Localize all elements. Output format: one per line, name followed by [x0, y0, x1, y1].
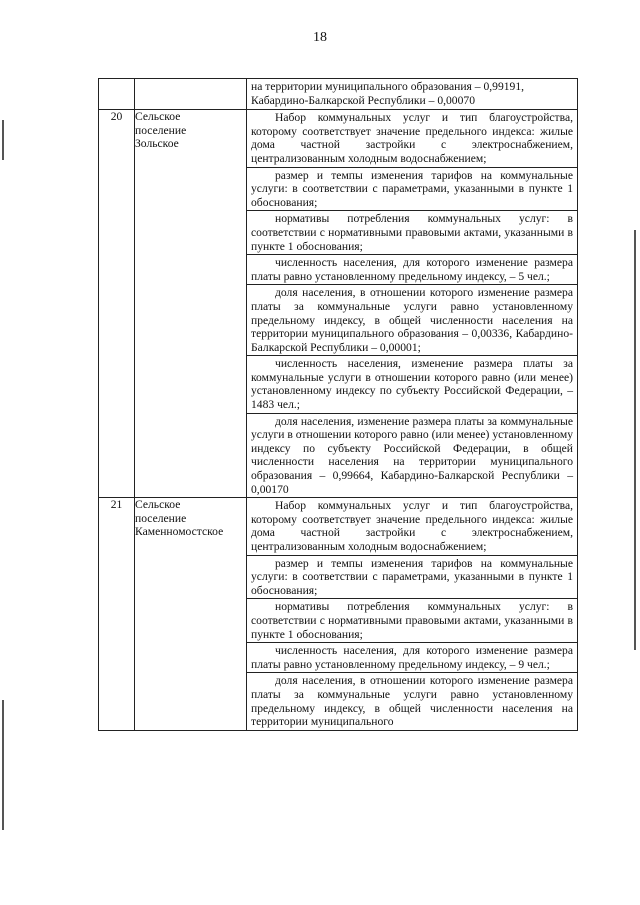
settlement-name: [135, 110, 247, 498]
table-row: [99, 498, 578, 731]
settlement-name-line: Сельское: [135, 498, 181, 512]
settlement-name-line: поселение: [135, 511, 187, 525]
continuation-line: на территории муниципального образования – 0,99191,: [251, 80, 525, 93]
indicator-paragraph: нормативы потребления коммунальных услуг: в соответствии с нормативными правовыми актами, указанными в пункте 1 обоснования;: [247, 599, 577, 643]
table-row: [99, 110, 578, 498]
indicator-paragraph: доля населения, изменение размера платы за коммунальные услуги в отношении которого равно (или менее) установленному индексу по субъекту Российской Федерации, в общей численности населения на территории муниципального образования – 0,99664, Кабардино-Балкарской Республики – 0,00170: [251, 414, 573, 496]
indicator-paragraph: доля населения, в отношении которого изменение размера платы за коммунальные услуги равно установленному предельному индексу, в общей численности населения на территории муниципального: [251, 674, 573, 729]
continuation-line: Кабардино-Балкарской Республики – 0,00070: [251, 93, 475, 107]
description-cell: [247, 110, 578, 498]
row-number: 21: [99, 498, 135, 731]
page-number: 18: [313, 30, 327, 45]
indicator-paragraph: Набор коммунальных услуг и тип благоустройства, которому соответствует значение предельного индекса: жилые дома частной застройки с электроснабжением, централизованным холодным водоснабжением;: [247, 110, 577, 167]
indicator-paragraph: численность населения, изменение размера платы за коммунальные услуги в отношении которого равно (или менее) установленному индексу по субъекту Российской Федерации, – 1483 чел.;: [247, 356, 577, 413]
indicator-paragraph: нормативы потребления коммунальных услуг: в соответствии с нормативными правовыми актами, указанными в пункте 1 обоснования;: [247, 211, 577, 255]
indicator-paragraph: численность населения, для которого изменение размера платы равно установленному предельному индексу, – 5 чел.;: [247, 255, 577, 285]
scan-edge-mark: [634, 230, 636, 650]
indicator-paragraph: Набор коммунальных услуг и тип благоустройства, которому соответствует значение предельного индекса: жилые дома частной застройки с электроснабжением, централизованным холодным водоснабжением;: [247, 498, 577, 555]
scan-edge-mark: [2, 120, 4, 160]
scan-edge-mark: [2, 700, 4, 830]
settlement-name-line: Каменномостское: [135, 525, 224, 539]
description-cell: [247, 79, 578, 110]
description-cell: [247, 498, 578, 731]
row-number: 20: [99, 110, 135, 498]
indicator-paragraph: численность населения, для которого изменение размера платы равно установленному предельному индексу, – 9 чел.;: [247, 643, 577, 673]
number-cell: [99, 79, 135, 110]
indicators-table: [98, 78, 578, 731]
settlement-name-line: Сельское: [135, 110, 181, 124]
indicator-paragraph: размер и темпы изменения тарифов на коммунальные услуги: в соответствии с параметрами, указанными в пункте 1 обоснования;: [247, 556, 577, 600]
table-row-continuation: [99, 79, 578, 110]
settlement-cell: [135, 79, 247, 110]
settlement-name-line: поселение: [135, 123, 187, 137]
settlement-name: [135, 498, 247, 731]
settlement-name-line: Зольское: [135, 137, 179, 151]
indicator-paragraph: доля населения, в отношении которого изменение размера платы за коммунальные услуги равно установленному предельному индексу, в общей численности населения на территории муниципального образования – 0,00336, Кабардино-Балкарской Республики – 0,00001;: [247, 285, 577, 356]
indicator-paragraph: размер и темпы изменения тарифов на коммунальные услуги: в соответствии с параметрами, указанными в пункте 1 обоснования;: [247, 168, 577, 212]
